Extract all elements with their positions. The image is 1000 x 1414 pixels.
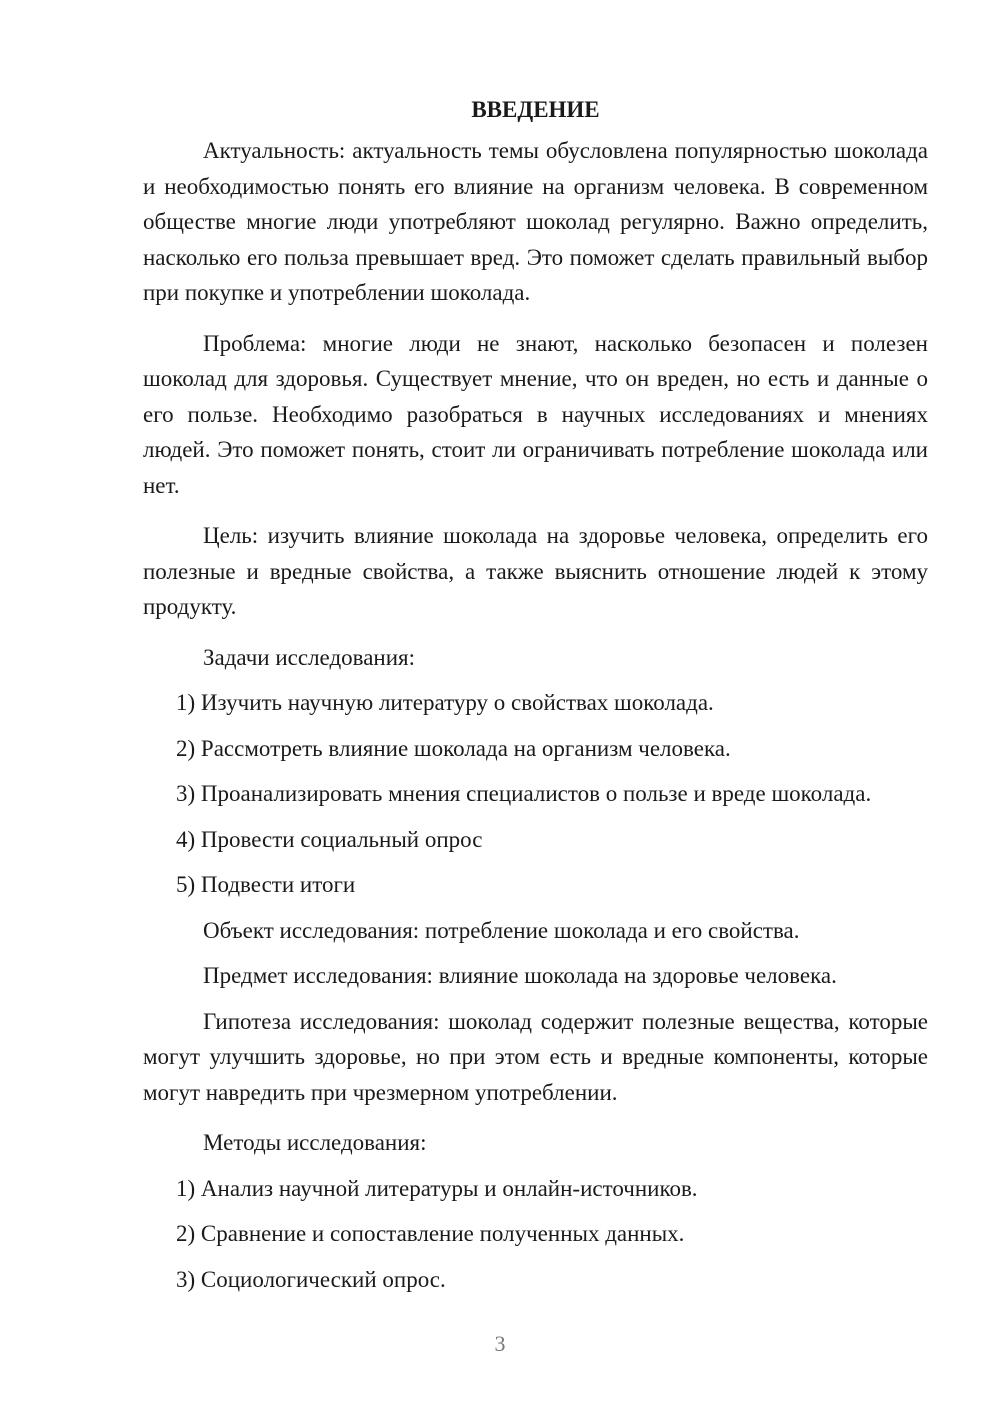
hypothesis-paragraph: Гипотеза исследования: шоколад содержит полезные вещества, которые могут улучшить здоровье, но при этом есть и вредные компоненты, которые могут навредить при чрезмерном употреблении. [143,1008,928,1105]
subject-line: Предмет исследования: влияние шоколада на здоровье человека. [203,963,837,988]
relevance-paragraph: Актуальность: актуальность темы обусловлена популярностью шоколада и необходимостью понять его влияние на организм человека. В современном обществе многие люди употребляют шоколад регулярно. Важно определить, насколько его польза превышает вред. Это поможет сделать правильный выбор при покупке и употреблении шоколада. [143,138,928,305]
tasks-list [143,685,928,903]
document-page [143,92,928,1307]
object-line: Объект исследования: потребление шоколада и его свойства. [203,917,800,943]
list-item: 2) Сравнение и сопоставление полученных данных. [176,1221,685,1246]
page-title: ВВЕДЕНИЕ [471,97,600,122]
list-item: 3) Проанализировать мнения специалистов о пользе и вреде шоколада. [176,781,872,806]
goal-paragraph: Цель: изучить влияние шоколада на здоровье человека, определить его полезные и вредные свойства, а также выяснить отношение людей к этому продукту. [143,523,928,619]
list-item: 1) Изучить научную литературу о свойствах шоколада. [176,690,714,715]
tasks-heading: Задачи исследования: [203,644,416,670]
list-item: 4) Провести социальный опрос [176,826,483,852]
list-item: 1) Анализ научной литературы и онлайн-источников. [176,1175,698,1201]
methods-list [143,1171,928,1298]
page-number: 3 [494,1331,506,1356]
list-item: 3) Социологический опрос. [176,1266,446,1292]
problem-paragraph: Проблема: многие люди не знают, насколько безопасен и полезен шоколад для здоровья. Существует мнение, что он вреден, но есть и данные о его пользе. Необходимо разобраться в научных исследованиях и мнениях людей. Это поможет понять, стоит ли ограничивать потребление шоколада или нет. [143,330,928,498]
list-item: 5) Подвести итоги [176,872,356,897]
methods-heading: Методы исследования: [203,1130,427,1155]
list-item: 2) Рассмотреть влияние шоколада на организм человека. [176,735,731,761]
